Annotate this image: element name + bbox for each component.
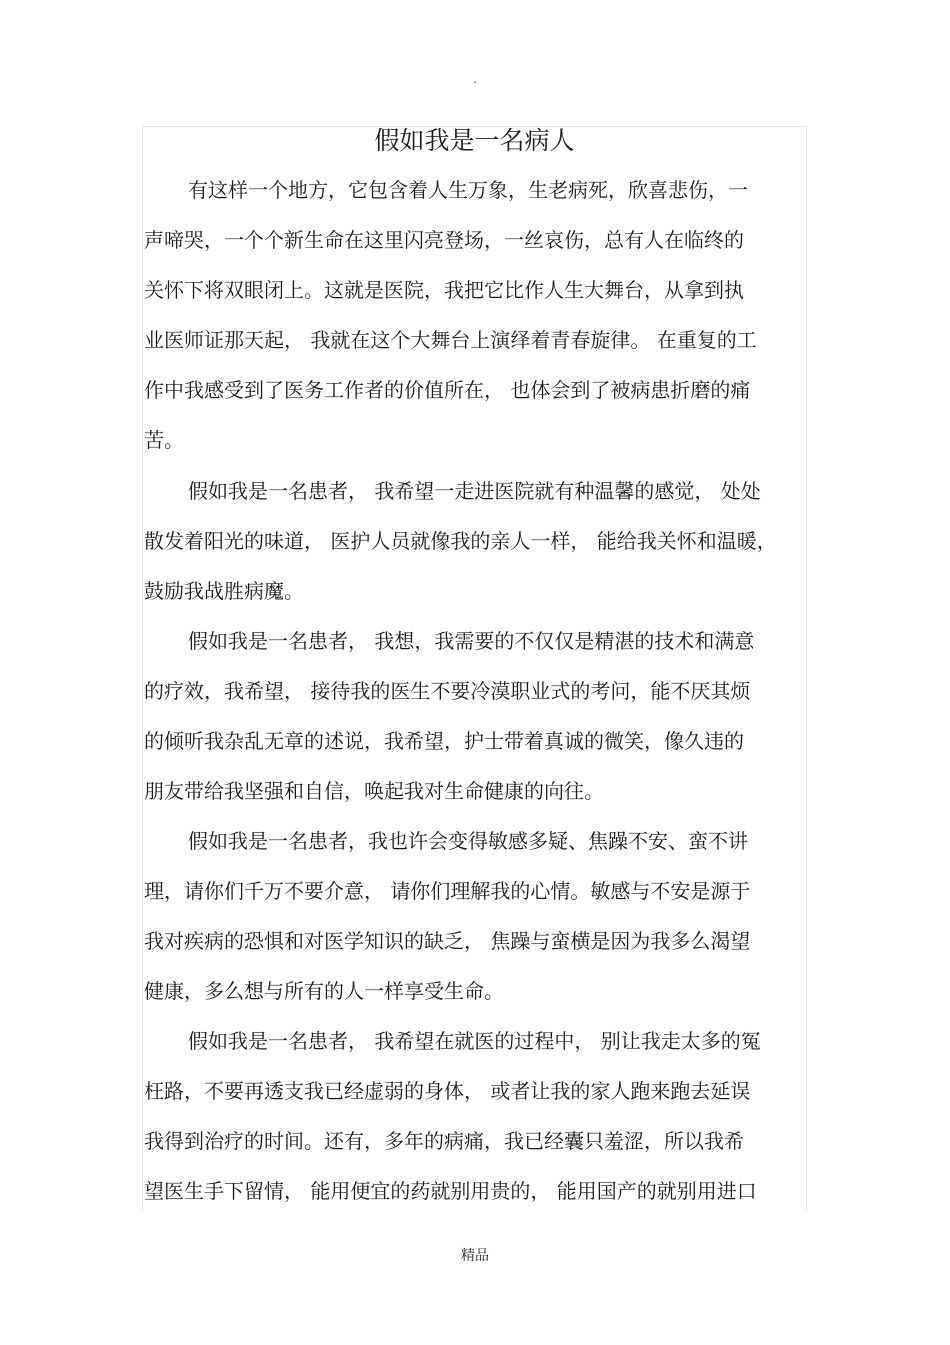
text-line: 业医师证那天起， 我就在这个大舞台上演绎着青春旋律。 在重复的工 (144, 328, 757, 352)
text-line: 假如我是一名患者， 我希望一走进医院就有种温馨的感觉， 处处 (188, 479, 761, 503)
text-line: 的疗效，我希望， 接待我的医生不要冷漠职业式的考问，能不厌其烦 (144, 679, 751, 703)
footer-label: 精品 (461, 1248, 489, 1264)
text-line: 假如我是一名患者， 我希望在就医的过程中， 别让我走太多的冤 (188, 1029, 761, 1053)
text-line: 声啼哭，一个个新生命在这里闪亮登场，一丝哀伤，总有人在临终的 (144, 228, 744, 252)
document-title: 假如我是一名病人 (374, 126, 575, 155)
text-line: 作中我感受到了医务工作者的价值所在， 也体会到了被病患折磨的痛 (144, 378, 751, 402)
text-line: 我对疾病的恐惧和对医学知识的缺乏， 焦躁与蛮横是因为我多么渴望 (144, 929, 751, 953)
text-line: 有这样一个地方，它包含着人生万象，生老病死，欣喜悲伤，一 (188, 178, 748, 202)
text-line: 假如我是一名患者，我也许会变得敏感多疑、焦躁不安、蛮不讲 (188, 829, 748, 853)
header-dot: . (473, 72, 477, 86)
text-line: 假如我是一名患者， 我想，我需要的不仅仅是精湛的技术和满意 (188, 629, 755, 653)
text-line: 枉路，不要再透支我已经虚弱的身体， 或者让我的家人跑来跑去延误 (144, 1079, 751, 1103)
text-line: 关怀下将双眼闭上。这就是医院，我把它比作人生大舞台，从拿到执 (144, 278, 744, 302)
text-line: 健康，多么想与所有的人一样享受生命。 (144, 979, 504, 1003)
text-line: 的倾听我杂乱无章的述说，我希望，护士带着真诚的微笑，像久违的 (144, 729, 744, 753)
text-line: 鼓励我战胜病魔。 (144, 579, 304, 603)
text-line: 朋友带给我坚强和自信，唤起我对生命健康的向往。 (144, 779, 604, 803)
text-line: 散发着阳光的味道， 医护人员就像我的亲人一样， 能给我关怀和温暖， (144, 529, 777, 553)
text-line: 理，请你们千万不要介意， 请你们理解我的心情。敏感与不安是源于 (144, 879, 751, 903)
text-line: 我得到治疗的时间。还有，多年的病痛，我已经囊只羞涩，所以我希 (144, 1129, 744, 1153)
text-line: 望医生手下留情， 能用便宜的药就别用贵的， 能用国产的就别用进口 (144, 1179, 757, 1203)
text-line: 苦。 (144, 428, 184, 452)
